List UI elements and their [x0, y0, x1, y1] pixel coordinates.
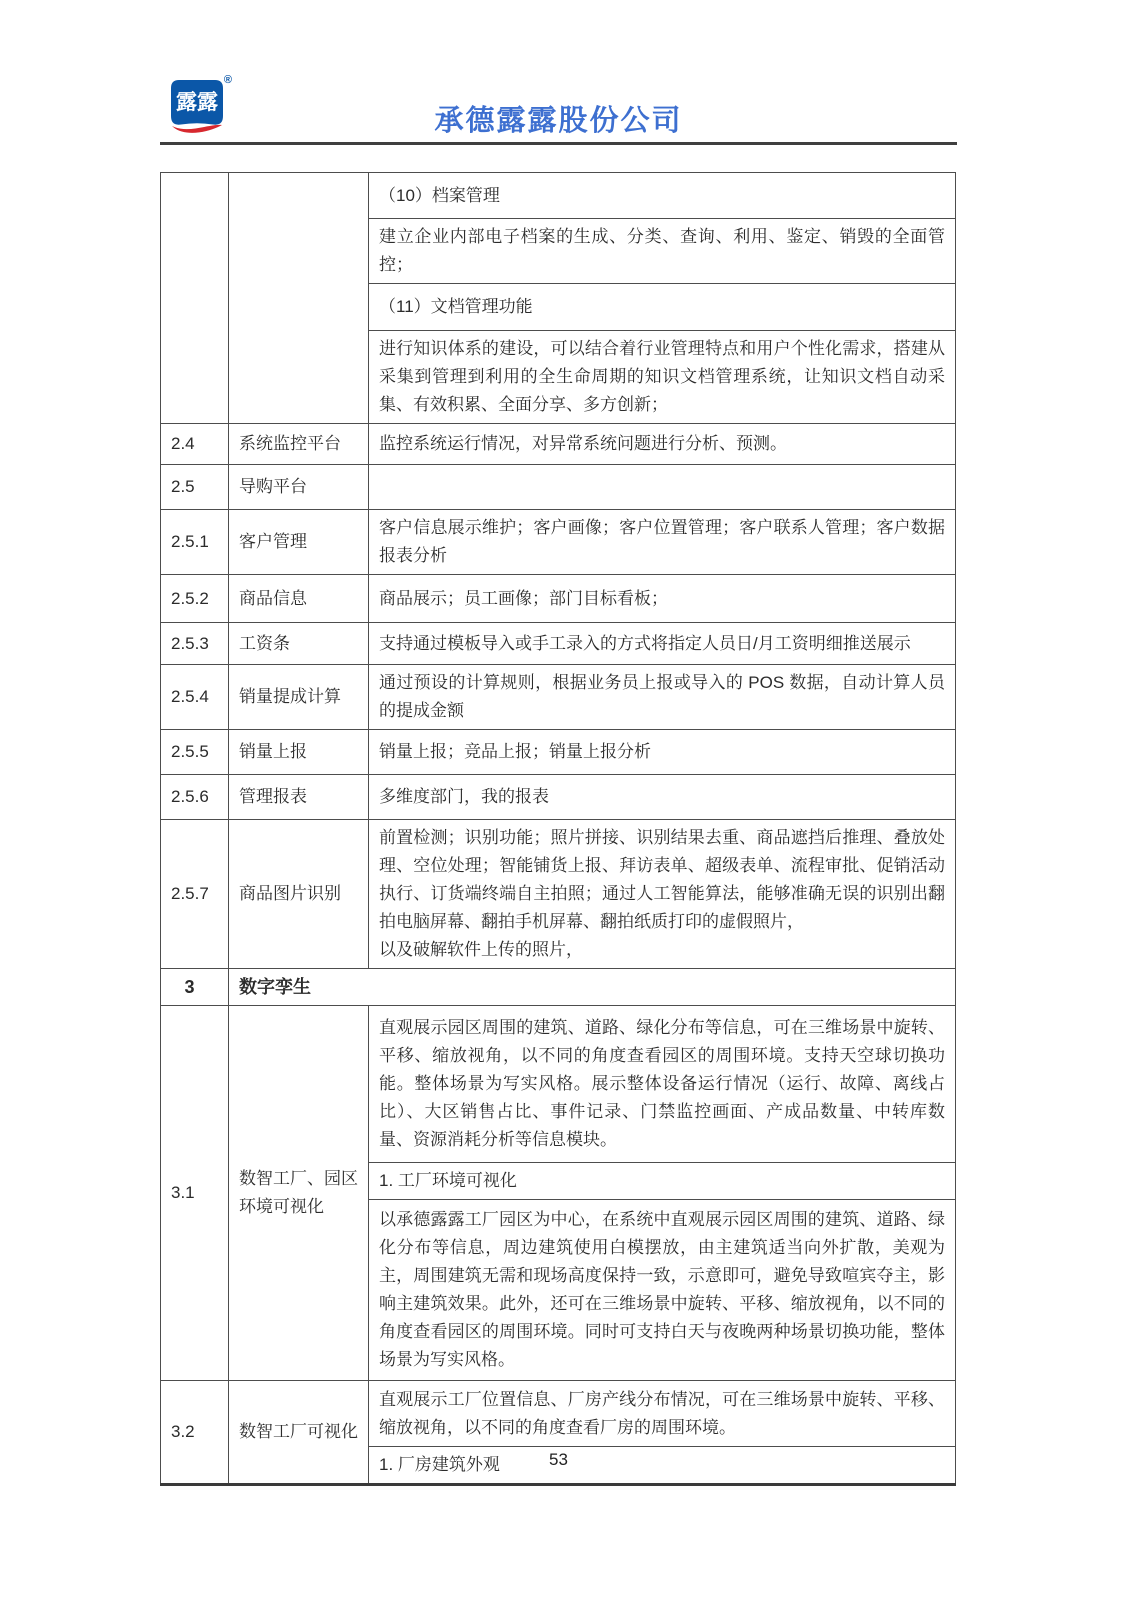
- cell-no: 2.5.6: [161, 775, 229, 820]
- cell-name: 客户管理: [229, 510, 369, 575]
- requirements-table: [160, 172, 956, 1486]
- cell-no: 3.1: [161, 1006, 229, 1381]
- cell-no: 2.5.1: [161, 510, 229, 575]
- cell-desc: 直观展示工厂位置信息、厂房产线分布情况，可在三维场景中旋转、平移、缩放视角，以不同的角度查看厂房的周围环境。: [369, 1381, 956, 1447]
- cell-name: 商品图片识别: [229, 820, 369, 969]
- table-row: [161, 820, 956, 969]
- cell-desc: 进行知识体系的建设，可以结合着行业管理特点和用户个性化需求，搭建从采集到管理到利用的全生命周期的知识文档管理系统，让知识文档自动采集、有效积累、全面分享、多方创新；: [369, 331, 956, 424]
- cell-desc: 支持通过模板导入或手工录入的方式将指定人员日/月工资明细推送展示: [369, 623, 956, 665]
- cell-name: 工资条: [229, 623, 369, 665]
- section-title: 数字孪生: [229, 969, 956, 1006]
- cell-no: 3.2: [161, 1381, 229, 1485]
- table-row: [161, 424, 956, 465]
- cell-name: 数智工厂可视化: [229, 1381, 369, 1485]
- cell-no-empty: [161, 173, 229, 424]
- cell-desc: [369, 820, 956, 969]
- desc-paragraph: 以及破解软件上传的照片，: [379, 940, 583, 959]
- table-row: [161, 1006, 956, 1163]
- cell-desc: 以承德露露工厂园区为中心，在系统中直观展示园区周围的建筑、道路、绿化分布等信息，周边建筑使用白模摆放，由主建筑适当向外扩散，美观为主，周围建筑无需和现场高度保持一致，示意即可，避免导致喧宾夺主，影响主建筑效果。此外，还可在三维场景中旋转、平移、缩放视角，以不同的角度查看园区的周围环境。同时可支持白天与夜晚两种场景切换功能，整体场景为写实风格。: [369, 1200, 956, 1381]
- cell-desc: （10）档案管理: [369, 173, 956, 219]
- table-row: [161, 730, 956, 775]
- registered-trademark-icon: ®: [223, 74, 232, 86]
- cell-no: 2.5.3: [161, 623, 229, 665]
- cell-no: 2.4: [161, 424, 229, 465]
- cell-no: 2.5.4: [161, 665, 229, 730]
- cell-name: 管理报表: [229, 775, 369, 820]
- table-row: [161, 465, 956, 510]
- cell-desc: 建立企业内部电子档案的生成、分类、查询、利用、鉴定、销毁的全面管控；: [369, 219, 956, 284]
- cell-name-empty: [229, 173, 369, 424]
- section-header-row: [161, 969, 956, 1006]
- cell-no: 2.5.5: [161, 730, 229, 775]
- desc-paragraph: 前置检测；识别功能；照片拼接、识别结果去重、商品遮挡后推理、叠放处理、空位处理；智能铺货上报、拜访表单、超级表单、流程审批、促销活动执行、订货端终端自主拍照；通过人工智能算法，能够准确无误的识别出翻拍电脑屏幕、翻拍手机屏幕、翻拍纸质打印的虚假照片，: [379, 828, 945, 931]
- cell-name: 销量提成计算: [229, 665, 369, 730]
- table-row: [161, 575, 956, 623]
- cell-desc: 1. 厂房建筑外观: [369, 1447, 956, 1485]
- header-divider: [160, 142, 957, 145]
- cell-name: 数智工厂、园区环境可视化: [229, 1006, 369, 1381]
- cell-desc: [369, 465, 956, 510]
- cell-name: 商品信息: [229, 575, 369, 623]
- table-row: [161, 1381, 956, 1447]
- cell-desc: 多维度部门，我的报表: [369, 775, 956, 820]
- cell-desc: 销量上报；竞品上报；销量上报分析: [369, 730, 956, 775]
- cell-desc: 直观展示园区周围的建筑、道路、绿化分布等信息，可在三维场景中旋转、平移、缩放视角，以不同的角度查看园区的周围环境。支持天空球切换功能。整体场景为写实风格。展示整体设备运行情况（运行、故障、离线占比）、大区销售占比、事件记录、门禁监控画面、产成品数量、中转库数量、资源消耗分析等信息模块。: [369, 1006, 956, 1163]
- logo-text: 露露: [176, 91, 218, 114]
- table-row: [161, 510, 956, 575]
- cell-desc: 商品展示；员工画像；部门目标看板；: [369, 575, 956, 623]
- cell-no: 3: [161, 969, 229, 1006]
- cell-desc: 通过预设的计算规则，根据业务员上报或导入的 POS 数据，自动计算人员的提成金额: [369, 665, 956, 730]
- cell-desc: 客户信息展示维护；客户画像；客户位置管理；客户联系人管理；客户数据报表分析: [369, 510, 956, 575]
- cell-desc: 1. 工厂环境可视化: [369, 1163, 956, 1200]
- page-footer: [160, 1450, 957, 1470]
- cell-no: 2.5: [161, 465, 229, 510]
- cell-name: 系统监控平台: [229, 424, 369, 465]
- cell-desc: 监控系统运行情况，对异常系统问题进行分析、预测。: [369, 424, 956, 465]
- company-name-title: 承德露露股份公司: [434, 105, 683, 137]
- cell-name: 销量上报: [229, 730, 369, 775]
- cell-no: 2.5.7: [161, 820, 229, 969]
- table-row: [161, 775, 956, 820]
- table-row: [161, 623, 956, 665]
- page-number: 53: [549, 1450, 568, 1469]
- table-row: [161, 665, 956, 730]
- cell-no: 2.5.2: [161, 575, 229, 623]
- cell-desc: （11）文档管理功能: [369, 284, 956, 331]
- cell-name: 导购平台: [229, 465, 369, 510]
- table-row: [161, 173, 956, 219]
